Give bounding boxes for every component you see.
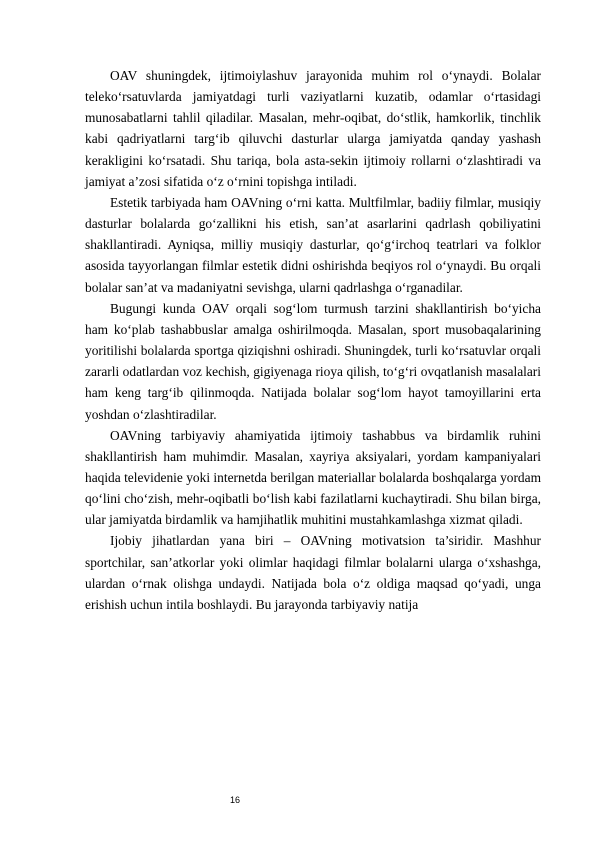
paragraph-aesthetic-education: Estetik tarbiyada ham OAVning o‘rni katta. Multfilmlar, badiiy filmlar, musiqiy dasturlar bolalarda go‘zallikni his etish, san’at asarlarini qadrlash qobiliyatini shakllantiradi. Ayniqsa, milliy musiqiy dasturlar, qo‘g‘irchoq teatrlari va folklor asosida tayyorlangan filmlar estetik didni oshirishda beqiyos rol o‘ynaydi. Bu orqali bolalar san’at va madaniyatni sevishga, ularni qadrlashga o‘rganadilar. — [85, 194, 541, 295]
paragraph-motivational-effect: Ijobiy jihatlardan yana biri – OAVning motivatsion ta’siridir. Mashhur sportchilar, san’atkorlar yoki olimlar haqidagi filmlar bolalarni ularga o‘xshashga, ulardan o‘rnak olishga undaydi. Natijada bola o‘z oldiga maqsad qo‘yadi, unga erishish uchun intila boshlaydi. Bu jarayonda tarbiyaviy natija — [85, 533, 541, 612]
paragraph-healthy-lifestyle: Bugungi kunda OAV orqali sog‘lom turmush tarzini shakllantirish bo‘yicha ham ko‘plab tashabbuslar amalga oshirilmoqda. Masalan, sport musobaqalarining yoritilishi bolalarda sportga qiziqishni oshiradi. Shuningdek, turli ko‘rsatuvlar orqali zararli odatlardan voz kechish, gigiyenaga rioya qilish, to‘g‘ri ovqatlanish masalalari ham keng targ‘ib qilinmoqda. Natijada bolalar sog‘lom hayot tamoyillarini erta yoshdan o‘zlashtiradilar. — [85, 300, 541, 422]
document-body — [85, 65, 541, 615]
page-number: 16 — [230, 795, 241, 805]
paragraph-social-initiative: OAVning tarbiyaviy ahamiyatida ijtimoiy tashabbus va birdamlik ruhini shakllantirish ham muhimdir. Masalan, xayriya aksiyalari, yordam kampaniyalari haqida televidenie yoki internetda berilgan materiallar bolalarda boshqalarga yordam qo‘lini cho‘zish, mehr-oqibatli bo‘lish kabi fazilatlarni kuchaytiradi. Shu bilan birga, ular jamiyatda birdamlik va hamjihatlik muhitini mustahkamlashga xizmat qiladi. — [85, 427, 541, 528]
paragraph-socialization: OAV shuningdek, ijtimoiylashuv jarayonida muhim rol o‘ynaydi. Bolalar teleko‘rsatuvlarda jamiyatdagi turli vaziyatlarni kuzatib, odamlar o‘rtasidagi munosabatlarni tahlil qiladilar. Masalan, mehr-oqibat, do‘stlik, hamkorlik, tinchlik kabi qadriyatlarni targ‘ib qiluvchi dasturlar ularga jamiyatda qanday yashash kerakligini ko‘rsatadi. Shu tariqa, bola asta-sekin ijtimoiy rollarni o‘zlashtiradi va jamiyat a’zosi sifatida o‘z o‘rnini topishga intiladi. — [85, 68, 541, 189]
